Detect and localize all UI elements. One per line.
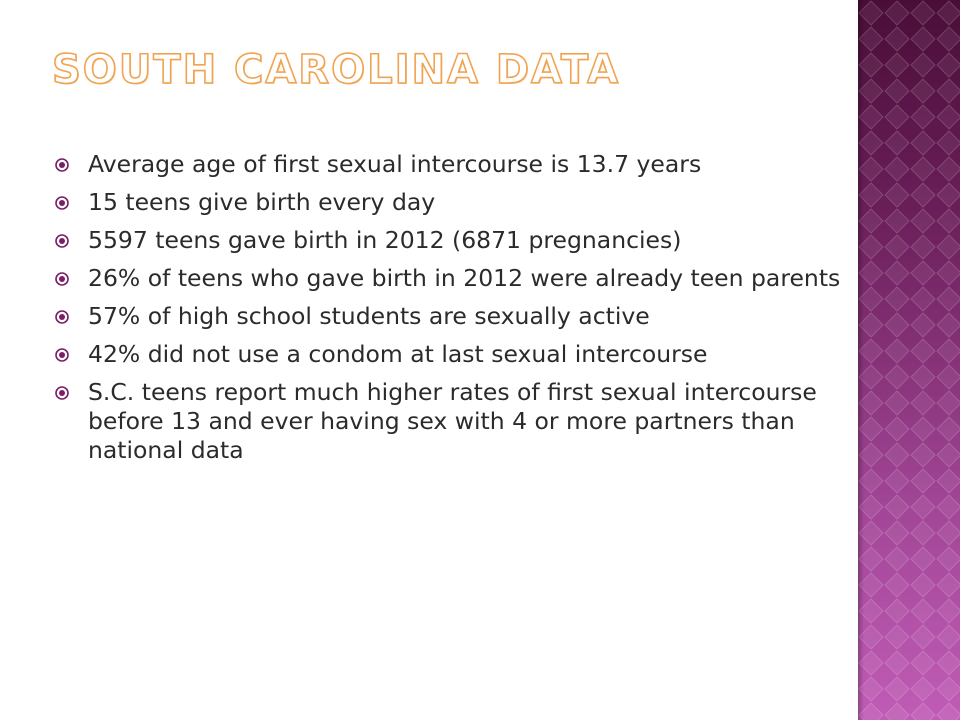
bullet-text: S.C. teens report much higher rates of first sexual intercourse before 13 and ever having sex with 4 or more partners than national data [88,378,817,464]
bullet-text: Average age of first sexual intercourse is 13.7 years [88,150,702,178]
side-panel-shade [858,0,864,720]
bullet-item [54,264,844,293]
circle-bullet-icon [55,158,69,172]
bullet-item [54,226,844,255]
diamond-pattern [858,0,960,720]
bullet-item [54,188,844,217]
bullet-item [54,302,844,331]
bullet-item [54,150,844,179]
circle-bullet-icon [55,234,69,248]
bullet-text: 26% of teens who gave birth in 2012 were already teen parents [88,264,841,292]
circle-bullet-icon [55,272,69,286]
circle-bullet-icon [55,310,69,324]
bullet-item [54,378,844,465]
circle-bullet-icon [55,386,69,400]
decorative-side-panel [858,0,960,720]
bullet-item [54,340,844,369]
circle-bullet-icon [55,196,69,210]
bullet-list [54,150,844,474]
slide-title: SOUTH CAROLINA DATA [52,47,621,93]
bullet-text: 5597 teens gave birth in 2012 (6871 pregnancies) [88,226,682,254]
bullet-text: 15 teens give birth every day [88,188,436,216]
bullet-text: 42% did not use a condom at last sexual intercourse [88,340,708,368]
circle-bullet-icon [55,348,69,362]
bullet-text: 57% of high school students are sexually active [88,302,650,330]
